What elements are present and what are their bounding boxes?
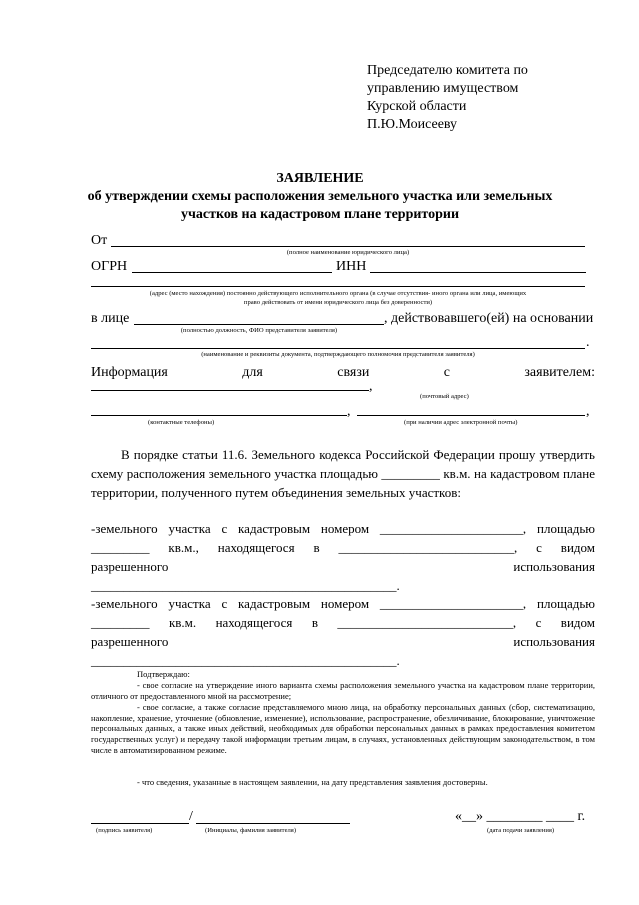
inn-label: ИНН bbox=[336, 259, 367, 274]
email-field-line[interactable] bbox=[357, 415, 585, 416]
signature-field-line[interactable] bbox=[91, 823, 189, 824]
confirm-item-3: - что сведения, указанные в настоящем заявлении, на дату представления заявления достоверны. bbox=[137, 777, 488, 787]
request-paragraph: В порядке статьи 11.6. Земельного кодекса Российской Федерации прошу утвердить схему расположения земельного участка площадью _________ кв.м. на кадастровом плане территории, полученного путем объединения земельных участков: bbox=[91, 447, 595, 500]
addressee-line-4: П.Ю.Моисееву bbox=[367, 117, 458, 132]
ogrn-field-line[interactable] bbox=[132, 272, 332, 273]
addressee-line-1: Председателю комитета по bbox=[367, 63, 528, 78]
addressee-block bbox=[367, 62, 607, 134]
email-comma: , bbox=[586, 404, 590, 419]
from-label: От bbox=[91, 233, 108, 248]
address-field-line[interactable] bbox=[91, 286, 585, 287]
postal-address-field-line[interactable] bbox=[91, 390, 369, 391]
address-caption-1: (адрес (место нахождения) постоянно действующего исполнительного органа (в случае отсутствия- иного органа или лица, имеющих bbox=[149, 290, 527, 297]
document-title bbox=[40, 170, 600, 224]
parcel1-line-c: разрешенного использования bbox=[91, 559, 595, 574]
contacts-word-5: заявителем: bbox=[524, 365, 595, 380]
addressee-line-3: Курской области bbox=[367, 99, 467, 114]
signature-caption: (подпись заявителя) bbox=[96, 827, 153, 834]
parcel2-line-d: _______________________________________________. bbox=[91, 653, 400, 668]
phones-caption: (контактные телефоны) bbox=[148, 419, 215, 426]
ogrn-label: ОГРН bbox=[91, 259, 128, 274]
phones-field-line[interactable] bbox=[91, 415, 347, 416]
parcel1-line-b: _________ кв.м., находящегося в ___________________________, с видом bbox=[91, 540, 595, 555]
contacts-word-2: для bbox=[242, 365, 263, 380]
name-caption: (Инициалы, фамилия заявителя) bbox=[205, 827, 297, 834]
title-sub-2: участков на кадастровом плане территории bbox=[180, 207, 460, 222]
inn-field-line[interactable] bbox=[370, 272, 586, 273]
contacts-word-3: связи bbox=[337, 365, 370, 380]
phones-comma: , bbox=[347, 404, 351, 419]
authority-doc-field-line[interactable] bbox=[91, 348, 585, 349]
contacts-heading bbox=[91, 364, 595, 382]
email-caption: (при наличии адрес электронной почты) bbox=[404, 419, 518, 426]
from-field-line[interactable] bbox=[111, 246, 585, 247]
confirm-heading: Подтверждаю: bbox=[137, 669, 190, 679]
parcel2-line-b: _________ кв.м. находящегося в ___________________________, с видом bbox=[91, 615, 595, 630]
address-caption-2: право действовать от имени юридического лица без доверенности) bbox=[243, 299, 433, 306]
person-caption: (полностью должность, ФИО представителя заявителя) bbox=[180, 327, 338, 334]
confirm-item-1: - свое согласие на утверждение иного варианта схемы расположения земельного участка на кадастровом плане территории, отличного от предоставленного мной на рассмотрение; bbox=[91, 680, 595, 701]
person-field-line[interactable] bbox=[134, 324, 384, 325]
confirm-item-2: - свое согласие, а также согласие представляемого мною лица, на обработку персональных данных (сбор, систематизацию, накопление, хранение, уточнение (обновление, изменение), использование, распространение, обезличивание, блокирование, уничтожение персональных данных, а также иных действий, необходимых для обработки персональных данных в рамках предоставления комитетом государственных услуг) и передачу такой информации третьим лицам, в случаях, установленных действующим законодательством, в том числе в автоматизированном режиме. bbox=[91, 702, 595, 755]
from-caption: (полное наименование юридического лица) bbox=[286, 249, 410, 256]
title-sub-1: об утверждении схемы расположения земельного участка или земельных bbox=[87, 189, 553, 204]
parcel2-line-c: разрешенного использования bbox=[91, 634, 595, 649]
addressee-line-2: управлению имуществом bbox=[367, 81, 519, 96]
name-field-line[interactable] bbox=[196, 823, 350, 824]
parcel1-line-a: -земельного участка с кадастровым номером ______________________, площадью bbox=[91, 521, 595, 536]
date-field[interactable]: «__» ________ ____ г. bbox=[455, 809, 586, 824]
postal-comma: , bbox=[369, 379, 373, 394]
parcel1-line-d: _______________________________________________. bbox=[91, 578, 400, 593]
authority-doc-caption: (наименование и реквизиты документа, подтверждающего полномочия представителя заявителя) bbox=[201, 351, 475, 358]
contacts-word-4: с bbox=[443, 365, 450, 380]
person-suffix: , действовавшего(ей) на основании bbox=[384, 311, 594, 326]
authority-doc-end: . bbox=[586, 335, 590, 350]
contacts-word-1: Информация bbox=[91, 365, 168, 380]
date-caption: (дата подачи заявления) bbox=[487, 827, 555, 834]
postal-caption: (почтовый адрес) bbox=[420, 393, 469, 400]
person-label: в лице bbox=[91, 311, 130, 326]
signature-slash: / bbox=[189, 809, 193, 824]
title-main: ЗАЯВЛЕНИЕ bbox=[276, 171, 364, 186]
parcel2-line-a: -земельного участка с кадастровым номером ______________________, площадью bbox=[91, 596, 595, 611]
